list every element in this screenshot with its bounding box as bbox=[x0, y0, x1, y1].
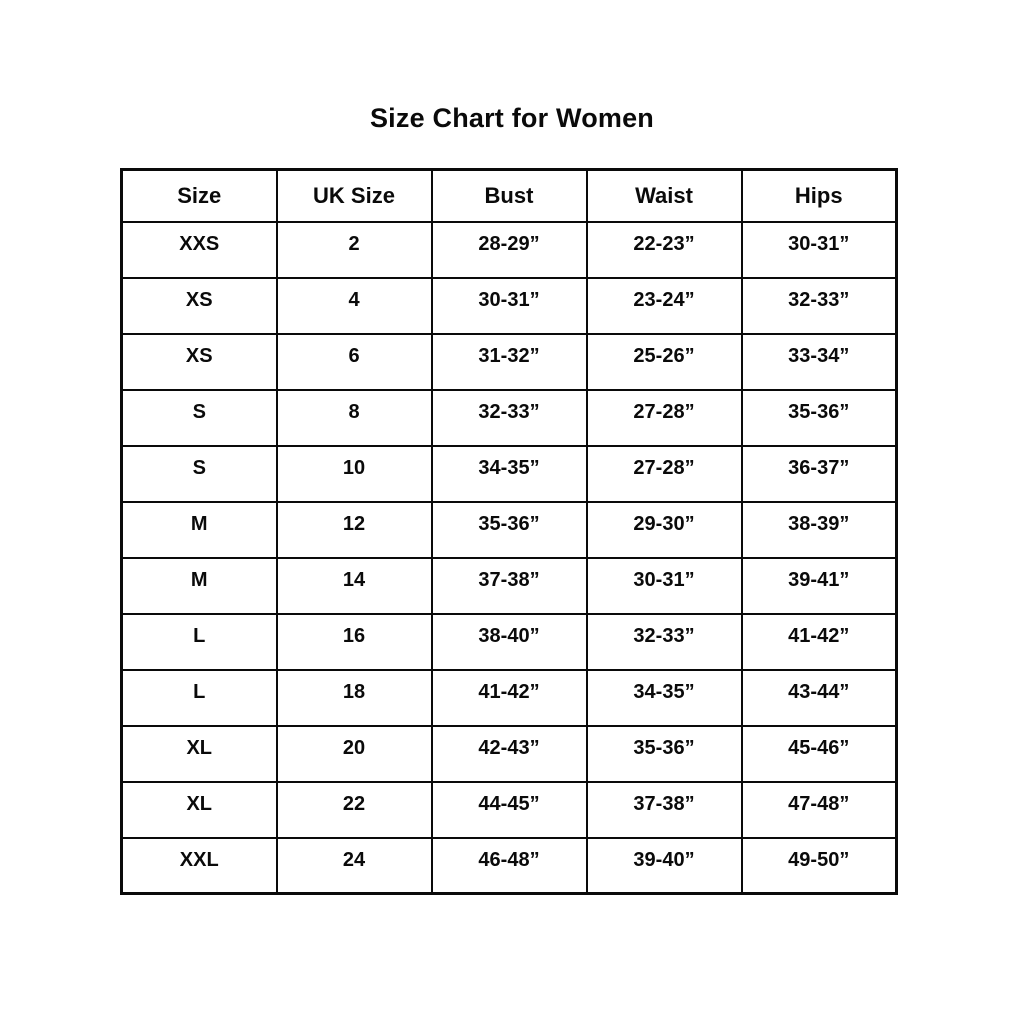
table-cell: 41-42” bbox=[432, 670, 587, 726]
header-waist: Waist bbox=[587, 170, 742, 222]
table-cell: 38-40” bbox=[432, 614, 587, 670]
table-cell: S bbox=[122, 390, 277, 446]
table-cell: XXL bbox=[122, 838, 277, 894]
size-chart-table bbox=[120, 168, 898, 895]
table-row bbox=[122, 390, 897, 446]
table-cell: 18 bbox=[277, 670, 432, 726]
table-cell: 45-46” bbox=[742, 726, 897, 782]
page-title: Size Chart for Women bbox=[369, 103, 655, 133]
table-cell: 47-48” bbox=[742, 782, 897, 838]
table-row bbox=[122, 726, 897, 782]
table-cell: 20 bbox=[277, 726, 432, 782]
table-cell: 35-36” bbox=[432, 502, 587, 558]
table-cell: 16 bbox=[277, 614, 432, 670]
table-cell: 42-43” bbox=[432, 726, 587, 782]
table-row bbox=[122, 838, 897, 894]
table-cell: 38-39” bbox=[742, 502, 897, 558]
table-cell: S bbox=[122, 446, 277, 502]
table-cell: 34-35” bbox=[587, 670, 742, 726]
table-cell: 31-32” bbox=[432, 334, 587, 390]
table-cell: 32-33” bbox=[432, 390, 587, 446]
table-cell: 39-40” bbox=[587, 838, 742, 894]
table-row bbox=[122, 278, 897, 334]
table-cell: 33-34” bbox=[742, 334, 897, 390]
table-row bbox=[122, 222, 897, 278]
table-row bbox=[122, 502, 897, 558]
header-size: Size bbox=[122, 170, 277, 222]
table-cell: XL bbox=[122, 726, 277, 782]
table-cell: 28-29” bbox=[432, 222, 587, 278]
table-row bbox=[122, 782, 897, 838]
table-cell: 29-30” bbox=[587, 502, 742, 558]
header-hips: Hips bbox=[742, 170, 897, 222]
table-cell: 27-28” bbox=[587, 446, 742, 502]
table-row bbox=[122, 446, 897, 502]
table-cell: 35-36” bbox=[587, 726, 742, 782]
table-cell: 10 bbox=[277, 446, 432, 502]
table-cell: 6 bbox=[277, 334, 432, 390]
table-cell: 32-33” bbox=[742, 278, 897, 334]
table-cell: 12 bbox=[277, 502, 432, 558]
table-header-row bbox=[122, 170, 897, 222]
table-cell: 22-23” bbox=[587, 222, 742, 278]
header-bust: Bust bbox=[432, 170, 587, 222]
table-cell: 30-31” bbox=[742, 222, 897, 278]
table-cell: 34-35” bbox=[432, 446, 587, 502]
table-cell: 30-31” bbox=[432, 278, 587, 334]
table-cell: M bbox=[122, 502, 277, 558]
table-cell: 27-28” bbox=[587, 390, 742, 446]
table-row bbox=[122, 614, 897, 670]
table-cell: L bbox=[122, 670, 277, 726]
table-cell: XL bbox=[122, 782, 277, 838]
table-cell: XS bbox=[122, 334, 277, 390]
table-cell: 24 bbox=[277, 838, 432, 894]
table-cell: 8 bbox=[277, 390, 432, 446]
table-row bbox=[122, 670, 897, 726]
table-cell: 44-45” bbox=[432, 782, 587, 838]
table-cell: 43-44” bbox=[742, 670, 897, 726]
table-cell: L bbox=[122, 614, 277, 670]
table-cell: 49-50” bbox=[742, 838, 897, 894]
table-cell: 35-36” bbox=[742, 390, 897, 446]
table-cell: 22 bbox=[277, 782, 432, 838]
table-cell: 23-24” bbox=[587, 278, 742, 334]
table-cell: XS bbox=[122, 278, 277, 334]
table-cell: 30-31” bbox=[587, 558, 742, 614]
header-uk-size: UK Size bbox=[277, 170, 432, 222]
table-cell: 39-41” bbox=[742, 558, 897, 614]
table-body bbox=[122, 222, 897, 894]
table-cell: M bbox=[122, 558, 277, 614]
table-row bbox=[122, 558, 897, 614]
table-cell: 4 bbox=[277, 278, 432, 334]
table-cell: 37-38” bbox=[432, 558, 587, 614]
table-cell: 36-37” bbox=[742, 446, 897, 502]
table-cell: 41-42” bbox=[742, 614, 897, 670]
table-cell: 46-48” bbox=[432, 838, 587, 894]
table-header bbox=[122, 170, 897, 222]
table-cell: 14 bbox=[277, 558, 432, 614]
table-cell: XXS bbox=[122, 222, 277, 278]
table-cell: 2 bbox=[277, 222, 432, 278]
table-row bbox=[122, 334, 897, 390]
table-cell: 32-33” bbox=[587, 614, 742, 670]
table-cell: 37-38” bbox=[587, 782, 742, 838]
table-cell: 25-26” bbox=[587, 334, 742, 390]
